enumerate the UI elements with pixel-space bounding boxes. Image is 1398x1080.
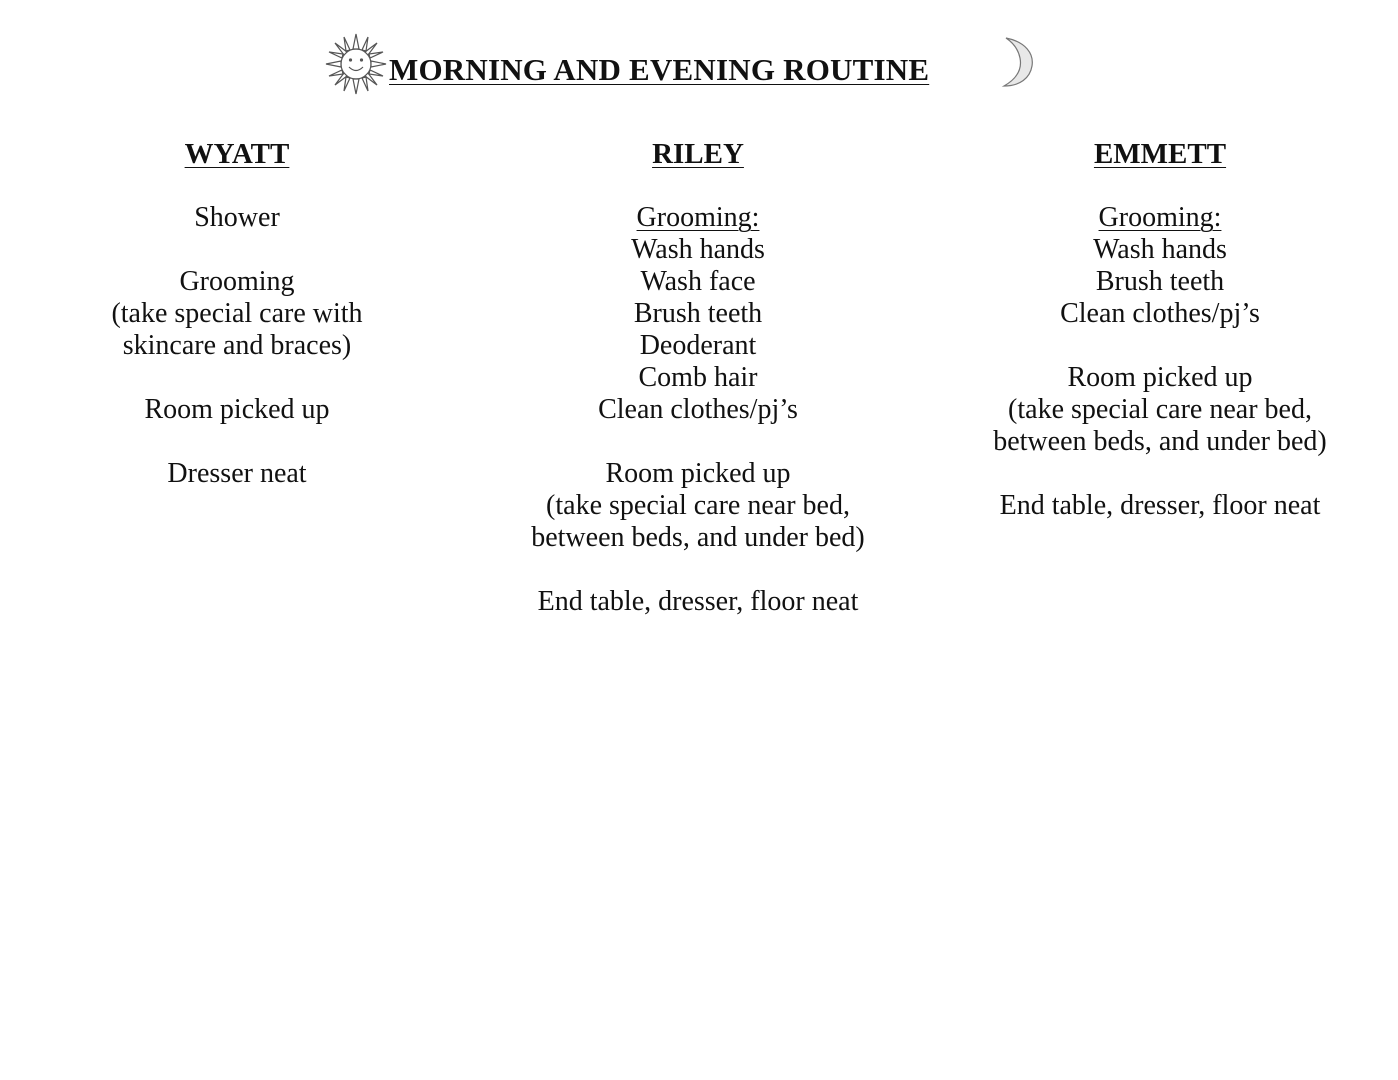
routine-item: End table, dresser, floor neat: [999, 490, 1321, 521]
routine-item: Dresser neat: [167, 458, 307, 489]
routine-item: Shower: [194, 202, 280, 233]
routine-item: Brush teeth: [1095, 266, 1225, 297]
routine-heading: Grooming:: [636, 202, 760, 233]
routine-item: Brush teeth: [633, 298, 763, 329]
routine-item: Wash hands: [631, 234, 765, 265]
routine-item: Clean clothes/pj’s: [1060, 298, 1260, 329]
moon-icon: [998, 36, 1036, 88]
routine-item: Room picked up: [144, 394, 330, 425]
routine-item: (take special care near bed,: [1008, 394, 1312, 425]
routine-item: Deoderant: [639, 330, 757, 361]
routine-item: Room picked up: [605, 458, 791, 489]
sun-icon: [324, 32, 388, 96]
routine-item: between beds, and under bed): [531, 522, 865, 553]
column-riley: [498, 138, 898, 618]
column-name: RILEY: [652, 138, 744, 170]
routine-item: (take special care with: [111, 298, 363, 329]
routine-item: End table, dresser, floor neat: [537, 586, 859, 617]
title-row: [0, 30, 1398, 100]
routine-item: Clean clothes/pj’s: [598, 394, 798, 425]
routine-item: between beds, and under bed): [993, 426, 1327, 457]
page-title: MORNING AND EVENING ROUTINE: [389, 52, 930, 87]
routine-item: Wash hands: [1093, 234, 1227, 265]
routine-item: Grooming: [179, 266, 295, 297]
routine-heading: Grooming:: [1098, 202, 1222, 233]
column-name: WYATT: [184, 138, 290, 170]
column-wyatt: [62, 138, 412, 490]
column-emmett: [960, 138, 1360, 522]
routine-item: Wash face: [640, 266, 756, 297]
routine-item: (take special care near bed,: [546, 490, 850, 521]
column-name: EMMETT: [1093, 138, 1227, 170]
routine-item: Comb hair: [638, 362, 758, 393]
routine-item: skincare and braces): [122, 330, 352, 361]
routine-item: Room picked up: [1067, 362, 1253, 393]
